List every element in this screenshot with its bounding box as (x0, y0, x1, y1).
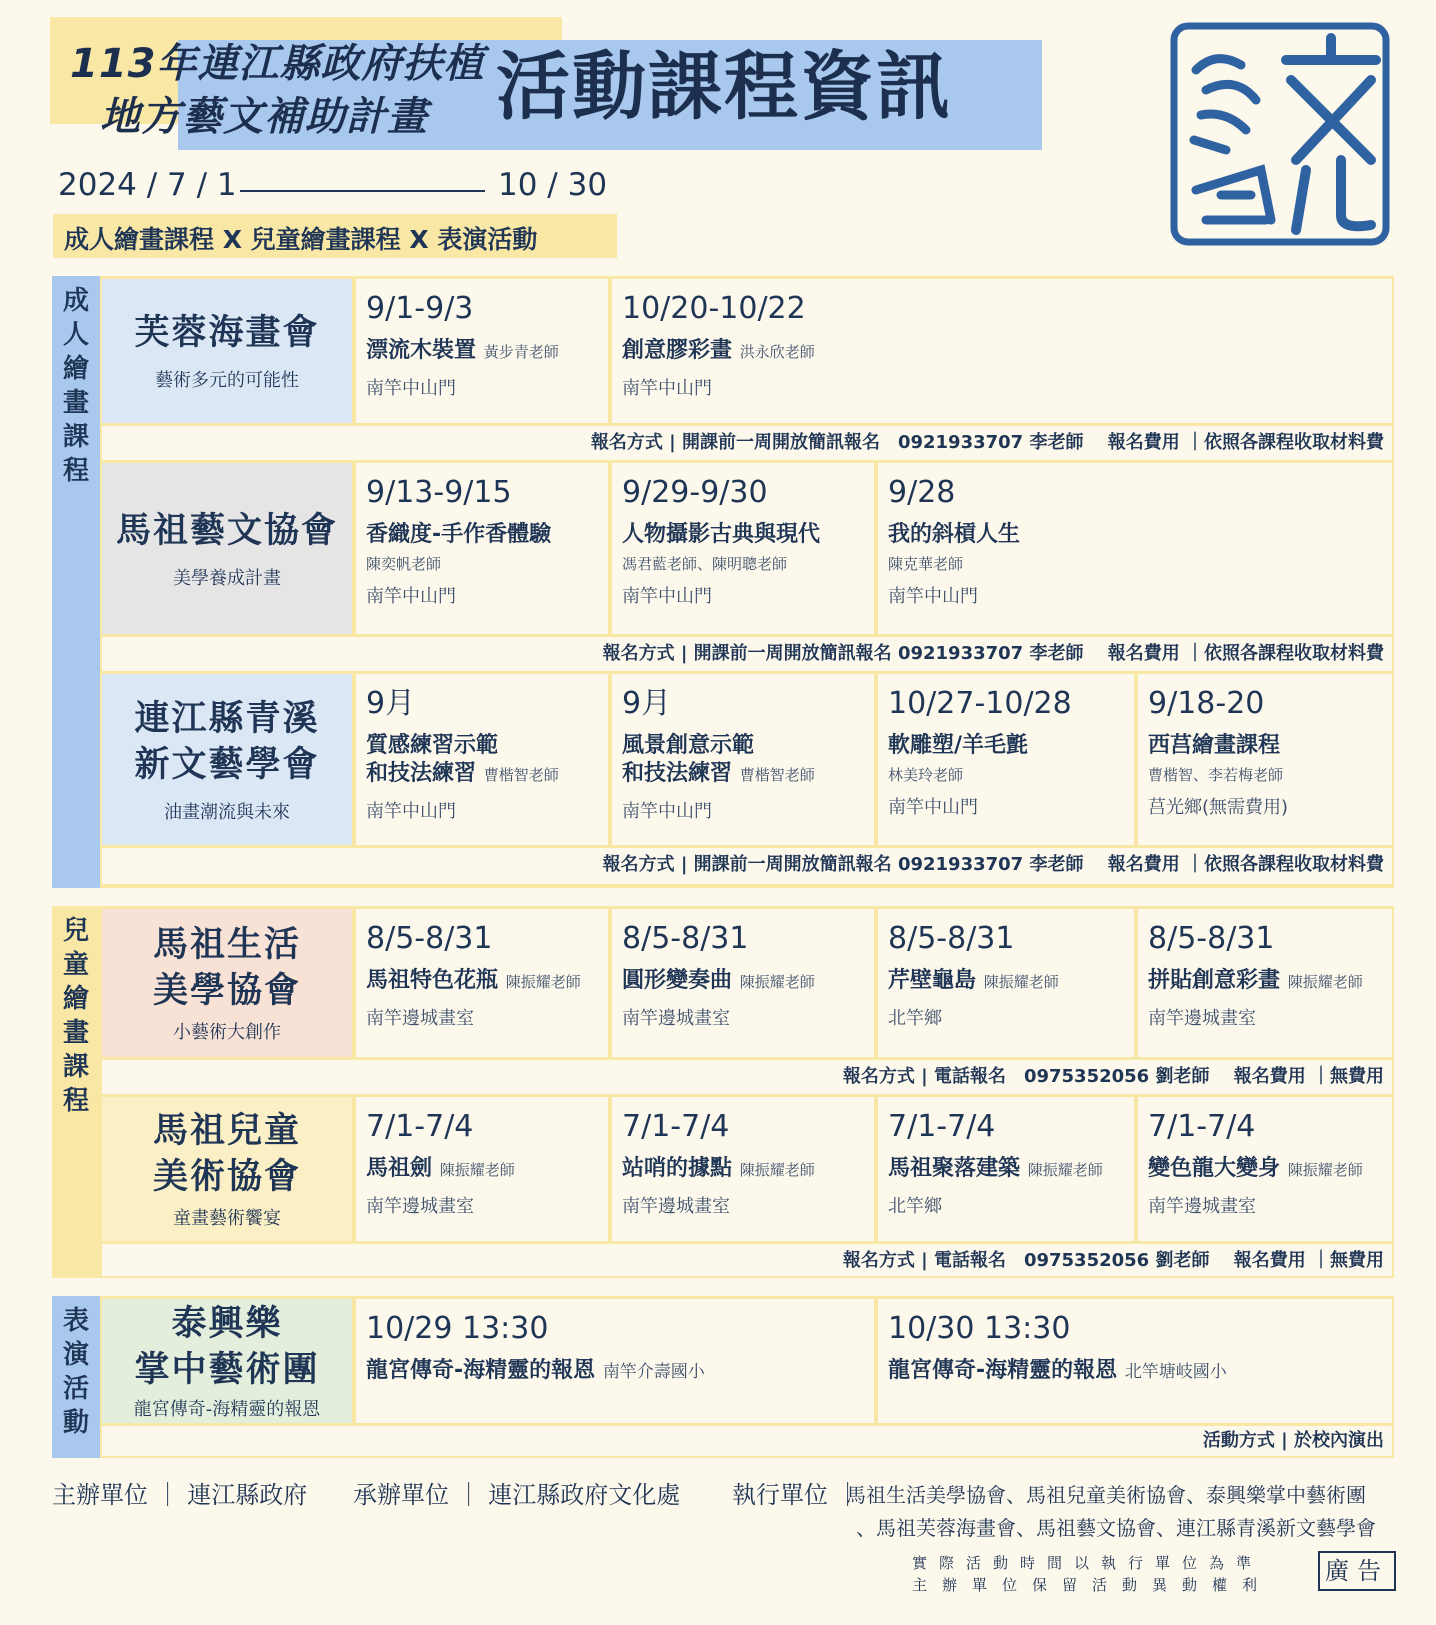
section-label-child: 兒 童 繪 畫 課 程 (52, 906, 100, 1278)
exec-label: 執行單位 ｜ (732, 1481, 860, 1509)
course-cell: 9/18-20 西莒繪畫課程 曹楷智、李若梅老師 莒光鄉(無需費用) (1138, 674, 1392, 845)
course-cell: 9/28 我的斜槓人生 陳克華老師 南竿中山門 (878, 463, 1392, 634)
course-cell: 7/1-7/4 馬祖劍 陳振耀老師 南竿邊城畫室 (356, 1097, 608, 1241)
org-taixingle: 泰興樂 掌中藝術團 龍宮傳奇-海精靈的報恩 (102, 1299, 352, 1423)
org-matsu-children: 馬祖兒童 美術協會 童畫藝術饗宴 (102, 1097, 352, 1241)
section-label-adult: 成 人 繪 畫 課 程 (52, 276, 100, 888)
course-cell: 9/13-9/15 香織度-手作香體驗 陳奕帆老師 南竿中山門 (356, 463, 608, 634)
org-subtitle: 小藝術大創作 (173, 1022, 281, 1043)
exec-units-1: 馬祖生活美學協會、馬祖兒童美術協會、泰興樂掌中藝術團 (846, 1483, 1366, 1507)
date-start: 2024 / 7 / 1 (58, 167, 237, 203)
registration-info: 報名方式 | 電話報名 0975352056 劉老師 報名費用 ｜無費用 (102, 1244, 1392, 1276)
org-subtitle: 油畫潮流與未來 (164, 801, 290, 823)
date-end: 10 / 30 (498, 167, 608, 203)
section-label-show: 表 演 活 動 (52, 1296, 100, 1458)
show-cell: 10/29 13:30 龍宮傳奇-海精靈的報恩 南竿介壽國小 (356, 1299, 874, 1423)
exec-units-2: 、馬祖芙蓉海畫會、馬祖藝文協會、連江縣青溪新文藝學會 (856, 1516, 1376, 1540)
show-cell: 10/30 13:30 龍宮傳奇-海精靈的報恩 北竿塘岐國小 (878, 1299, 1392, 1423)
activity-info: 活動方式 | 於校內演出 (102, 1426, 1392, 1456)
course-cell: 7/1-7/4 馬祖聚落建築 陳振耀老師 北竿鄉 (878, 1097, 1134, 1241)
disclaimer-1: 實際活動時間以執行單位為準 (912, 1554, 1264, 1572)
org-name: 馬祖藝文協會 (115, 510, 338, 551)
course-cell: 8/5-8/31 馬祖特色花瓶 陳振耀老師 南竿邊城畫室 (356, 909, 608, 1057)
org-subtitle: 美學養成計畫 (173, 567, 281, 589)
host-unit: 主辦單位 ｜ 連江縣政府 (52, 1481, 308, 1509)
title-line-1: 113年連江縣政府扶植 (70, 41, 485, 87)
registration-info: 報名方式 | 開課前一周開放簡訊報名 0921933707 李老師 報名費用 ｜依照各課程收取材料費 (102, 848, 1392, 884)
course-cell: 9/1-9/3 漂流木裝置 黃步青老師 南竿中山門 (356, 279, 608, 423)
course-cell: 10/27-10/28 軟雕塑/羊毛氈 林美玲老師 南竿中山門 (878, 674, 1134, 845)
registration-info: 報名方式 | 電話報名 0975352056 劉老師 報名費用 ｜無費用 (102, 1060, 1392, 1094)
org-matsu-life: 馬祖生活 美學協會 小藝術大創作 (102, 909, 352, 1057)
subtitle: 成人繪畫課程 X 兒童繪畫課程 X 表演活動 (64, 225, 538, 254)
course-cell: 9/29-9/30 人物攝影古典與現代 馮君藍老師、陳明聰老師 南竿中山門 (612, 463, 874, 634)
culture-seal-logo-icon (1166, 20, 1394, 248)
org-matsu-arts (102, 463, 352, 634)
org-subtitle: 童畫藝術饗宴 (173, 1208, 281, 1229)
title-line-2: 地方藝文補助計畫 (100, 94, 428, 140)
course-cell: 9月 質感練習示範 和技法練習 曹楷智老師 南竿中山門 (356, 674, 608, 845)
course-cell: 8/5-8/31 芹壁龜島 陳振耀老師 北竿鄉 (878, 909, 1134, 1057)
org-subtitle: 藝術多元的可能性 (155, 370, 299, 391)
course-cell: 9月 風景創意示範 和技法練習 曹楷智老師 南竿中山門 (612, 674, 874, 845)
course-cell: 8/5-8/31 拼貼創意彩畫 陳振耀老師 南竿邊城畫室 (1138, 909, 1392, 1057)
date-line (240, 190, 485, 192)
course-cell: 10/20-10/22 創意膠彩畫 洪永欣老師 南竿中山門 (612, 279, 1392, 423)
organizer-unit: 承辦單位 ｜ 連江縣政府文化處 (353, 1481, 681, 1509)
registration-info: 報名方式 | 開課前一周開放簡訊報名 0921933707 李老師 報名費用 ｜依照各課程收取材料費 (102, 637, 1392, 671)
course-cell: 7/1-7/4 變色龍大變身 陳振耀老師 南竿邊城畫室 (1138, 1097, 1392, 1241)
registration-info: 報名方式 | 開課前一周開放簡訊報名 0921933707 李老師 報名費用 ｜依照各課程收取材料費 (102, 426, 1392, 460)
org-qingxi: 連江縣青溪 新文藝學會 油畫潮流與未來 (102, 674, 352, 845)
org-subtitle: 龍宮傳奇-海精靈的報恩 (133, 1399, 321, 1420)
disclaimer-2: 主辦單位保留活動異動權利 (912, 1576, 1273, 1594)
ad-badge: 廣告 (1318, 1551, 1396, 1591)
course-cell: 8/5-8/31 圓形變奏曲 陳振耀老師 南竿邊城畫室 (612, 909, 874, 1057)
org-name: 芙蓉海畫會 (134, 313, 320, 353)
main-title: 活動課程資訊 (496, 44, 952, 130)
course-cell: 7/1-7/4 站哨的據點 陳振耀老師 南竿邊城畫室 (612, 1097, 874, 1241)
org-furong (102, 279, 352, 423)
